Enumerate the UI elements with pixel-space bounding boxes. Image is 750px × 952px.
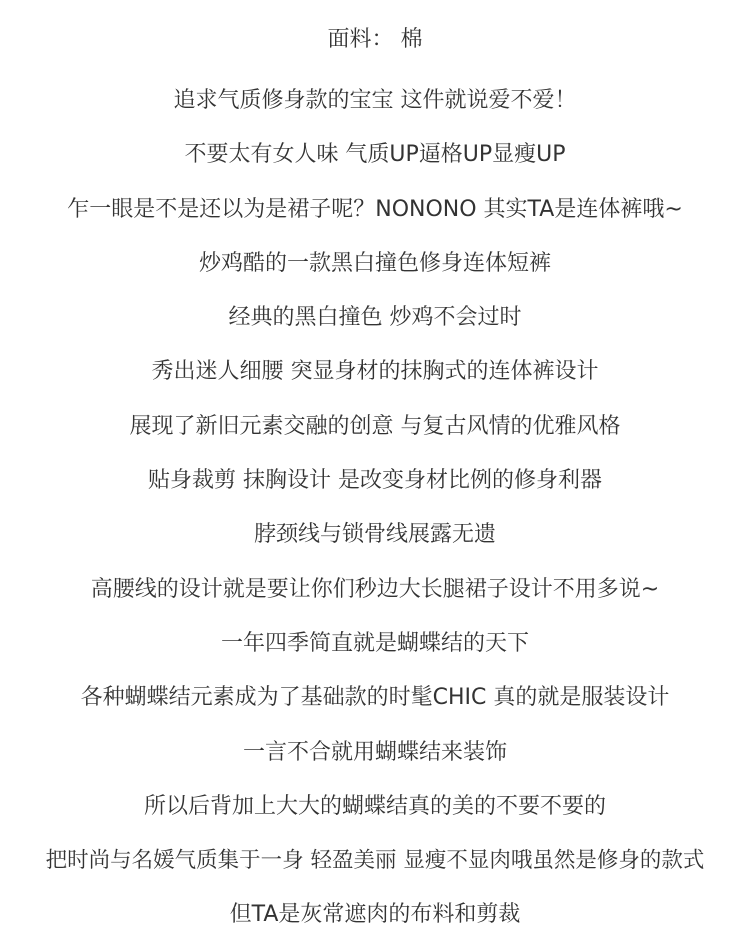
- description-line: 不要太有女人味 气质UP逼格UP显瘦UP: [184, 142, 566, 168]
- description-line: 乍一眼是不是还以为是裙子呢？NONONO 其实TA是连体裤哦~: [67, 196, 683, 222]
- description-lines: [0, 74, 750, 943]
- description-line: 一年四季简直就是蝴蝶结的天下: [220, 630, 529, 656]
- description-line: 展现了新旧元素交融的创意 与复古风情的优雅风格: [129, 413, 621, 439]
- description-line: 一言不合就用蝴蝶结来装饰: [242, 739, 507, 765]
- fabric-info: [0, 20, 750, 60]
- description-line: 脖颈线与锁骨线展露无遗: [253, 522, 496, 548]
- fabric-value: 棉: [400, 27, 423, 52]
- description-line: 经典的黑白撞色 炒鸡不会过时: [228, 305, 522, 331]
- fabric-label: 面料：: [327, 27, 394, 52]
- description-line: 秀出迷人细腰 突显身材的抹胸式的连体裤设计: [151, 359, 599, 385]
- description-line: 追求气质修身款的宝宝 这件就说爱不爱！: [173, 88, 577, 113]
- description-line: 贴身裁剪 抹胸设计 是改变身材比例的修身利器: [148, 468, 602, 494]
- description-line: 但TA是灰常遮肉的布料和剪裁: [229, 902, 521, 928]
- description-line: 把时尚与名媛气质集于一身 轻盈美丽 显瘦不显肉哦虽然是修身的款式: [45, 848, 705, 874]
- description-line: 各种蝴蝶结元素成为了基础款的时髦CHIC 真的就是服装设计: [80, 685, 670, 711]
- description-line: 高腰线的设计就是要让你们秒边大长腿裙子设计不用多说~: [90, 576, 660, 602]
- description-line: 炒鸡酷的一款黑白撞色修身连体短裤: [198, 250, 551, 276]
- description-line: 所以后背加上大大的蝴蝶结真的美的不要不要的: [143, 793, 606, 819]
